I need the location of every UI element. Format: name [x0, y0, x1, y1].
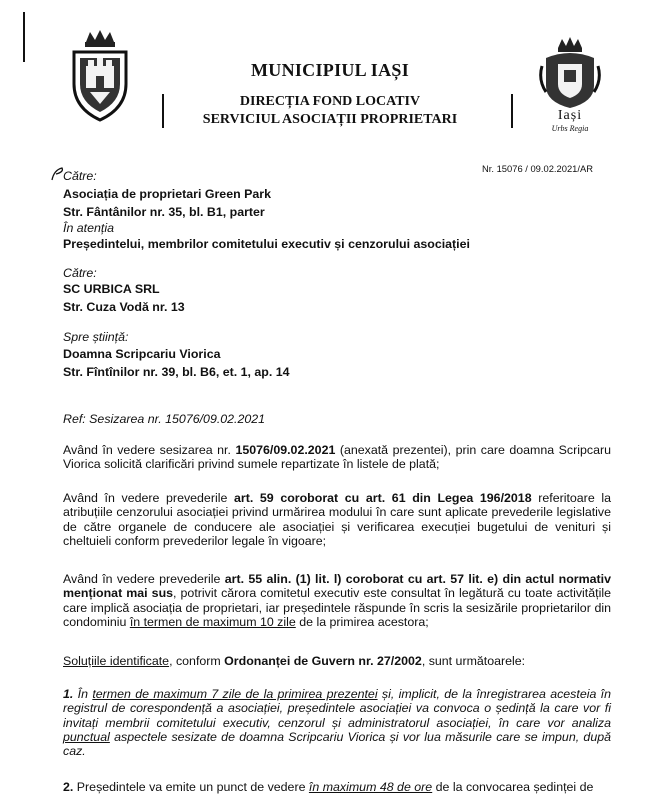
right-logo-text: Iași	[557, 108, 583, 123]
service-name: SERVICIUL ASOCIAȚII PROPRIETARI	[202, 112, 458, 127]
reference-line: Ref: Sesizarea nr. 15076/09.02.2021	[63, 412, 266, 426]
paragraph-solutii: Soluțiile identificate, conform Ordonanței de Guvern nr. 27/2002, sunt următoarele:	[63, 654, 526, 668]
solution-item-1: 1. În termen de maximum 7 zile de la primirea prezentei și, implicit, de la înregistrarea acesteia în registrul de corespondență a asociației, președintele asociației va convoca o ședință la care vor fi invitați membrii comitetului executiv, cenzorul și administratorul asociației, în care vor analiza punctual aspectele sesizate de doamna Scripcariu Viorica și vor lua măsurile care se impun, după caz.	[63, 687, 612, 759]
iasi-coat-of-arms-left	[68, 28, 132, 124]
paragraph-sesizare: Având în vedere sesizarea nr. 15076/09.02.2021 (anexată prezentei), prin care doamna Scripcaru Viorica solicită clarificări privind sumele repartizate în listele de plată;	[63, 443, 611, 472]
solution-item-2: 2. Președintele va emite un punct de vedere în maximum 48 de ore de la convocarea ședinței de	[63, 780, 594, 794]
recipient3-address: Str. Fîntînilor nr. 39, bl. B6, et. 1, ap. 14	[63, 365, 290, 379]
recipient1-attention-label: În atenția	[63, 221, 114, 235]
registration-number: Nr. 15076 / 09.02.2021/AR	[482, 163, 594, 174]
recipient1-attention: Președintelui, membrilor comitetului executiv și cenzorului asociației	[63, 237, 470, 251]
recipient1-name: Asociația de proprietari Green Park	[63, 187, 271, 201]
recipient1-address: Str. Fântânilor nr. 35, bl. B1, parter	[63, 205, 265, 219]
recipient1-label: Către:	[63, 169, 97, 183]
recipient2-address: Str. Cuza Vodă nr. 13	[63, 300, 185, 314]
header-divider-left	[162, 94, 164, 128]
recipient3-label: Spre știință:	[63, 330, 129, 344]
recipient2-name: SC URBICA SRL	[63, 282, 160, 296]
department-name: DIRECȚIA FOND LOCATIV	[239, 94, 421, 109]
page-title: MUNICIPIUL IAȘI	[250, 60, 410, 80]
right-logo-motto: Urbs Regia	[551, 124, 589, 133]
paragraph-comitet: Având în vedere prevederile art. 55 alin. (1) lit. l) coroborat cu art. 57 lit. e) din actul normativ menționat mai sus, potrivit cărora comitetul executiv este consultat în legătură cu toate activitățile care implică asociația de proprietari, iar președintele răspunde în scris la sesizările proprietarilor din condominiu în termen de maximum 10 zile de la primirea acestora;	[63, 572, 611, 629]
header-divider-right	[511, 94, 513, 128]
recipient2-label: Către:	[63, 266, 97, 280]
paragraph-cenzor: Având în vedere prevederile art. 59 coroborat cu art. 61 din Legea 196/2018 referitoare la atribuțiile cenzorului asociației privind urmărirea modului în care sunt aplicate prevederile legislative de către organele de conducere ale asociației și verificarea execuției bugetului de venituri și cheltuieli conform prevederilor legale în vigoare;	[63, 491, 611, 548]
margin-mark	[23, 12, 25, 62]
recipient3-name: Doamna Scripcariu Viorica	[63, 347, 221, 361]
iasi-coat-of-arms-right	[538, 36, 602, 136]
